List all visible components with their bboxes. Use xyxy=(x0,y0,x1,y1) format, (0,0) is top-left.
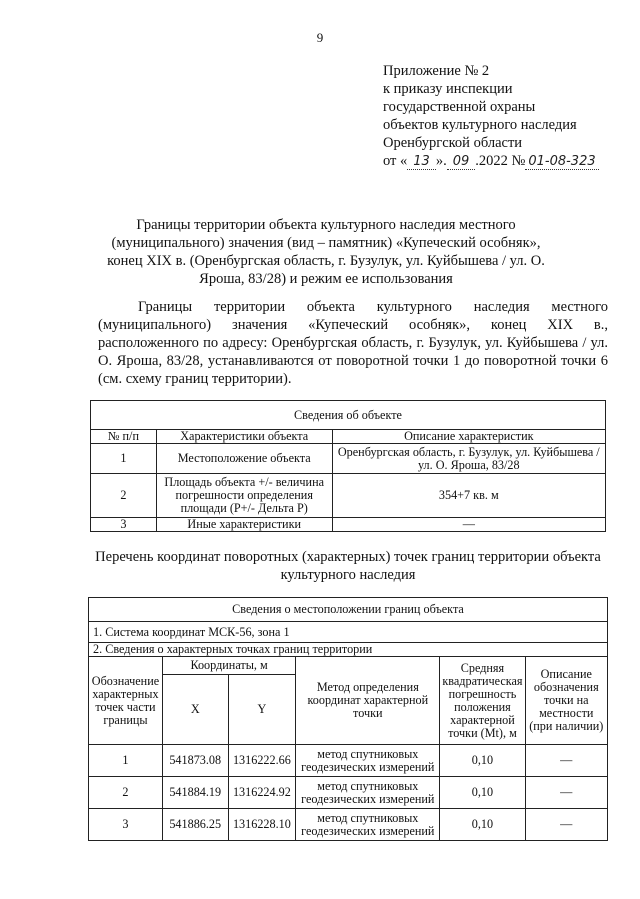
cell-mt: 0,10 xyxy=(440,777,525,809)
row-num: 3 xyxy=(91,518,157,532)
cell-point: 3 xyxy=(89,809,163,841)
cell-y: 1316224.92 xyxy=(228,777,296,809)
cell-y: 1316228.10 xyxy=(228,809,296,841)
row-num: 2 xyxy=(91,474,157,518)
table-row xyxy=(89,745,608,777)
number-prefix: № xyxy=(511,153,526,169)
cell-x: 541886.25 xyxy=(162,809,228,841)
cell-desc: — xyxy=(525,745,607,777)
appendix-line-2: к приказу инспекции xyxy=(383,81,513,97)
cell-x: 541873.08 xyxy=(162,745,228,777)
table-row xyxy=(89,777,608,809)
table-caption-row xyxy=(91,401,606,430)
header-method: Метод определения координат характерной точки xyxy=(296,657,440,745)
table-row xyxy=(91,518,606,532)
table-header-row xyxy=(91,430,606,444)
header-designation: Обозначение характерных точек части границы xyxy=(89,657,163,745)
boundary-paragraph: Границы территории объекта культурного наследия местного (муниципального) значения «Купеческий особняк», конец XIX в., расположенного по адресу: Оренбургская область, г. Бузулук, ул. Куйбышева / ул. О. Яроша, 83/28, устанавливаются от поворотной точки 1 до поворотной точки 6 (см. схему границ территории). xyxy=(98,299,608,387)
row-description: Оренбургская область, г. Бузулук, ул. Куйбышева / ул. О. Яроша, 83/28 xyxy=(332,444,605,474)
coordinate-system: 1. Система координат МСК-56, зона 1 xyxy=(89,622,608,643)
date-day: 13 xyxy=(407,154,436,170)
row-description: — xyxy=(332,518,605,532)
order-number: 01-08-323 xyxy=(525,154,598,170)
document-title: Границы территории объекта культурного наследия местного (муниципального) значения (вид – памятник) «Купеческий особняк», конец XIX в. (Оренбургская область, г. Бузулук, ул. Куйбышева / ул. О. Яроша, 83/28) и режим ее использования xyxy=(107,217,545,287)
appendix-line-4: объектов культурного наследия xyxy=(383,117,577,133)
appendix-date-line xyxy=(383,152,599,171)
appendix-line-5: Оренбургской области xyxy=(383,135,523,151)
coordinates-heading: Перечень координат поворотных (характерных) точек границ территории объекта культурного наследия xyxy=(95,549,601,583)
date-month: 09 xyxy=(447,154,476,170)
object-table-caption: Сведения об объекте xyxy=(91,401,606,430)
coords-table-caption: Сведения о местоположении границ объекта xyxy=(89,598,608,622)
header-description: Описание характеристик xyxy=(332,430,605,444)
coords-header-row xyxy=(89,657,608,675)
header-accuracy: Средняя квадратическая погрешность положения характерной точки (Mt), м xyxy=(440,657,525,745)
cell-mt: 0,10 xyxy=(440,809,525,841)
header-characteristic: Характеристики объекта xyxy=(156,430,332,444)
cell-method: метод спутниковых геодезических измерений xyxy=(296,777,440,809)
table-row xyxy=(91,474,606,518)
page-number: 9 xyxy=(316,30,324,45)
date-year: .2022 xyxy=(475,153,508,169)
table-row xyxy=(91,444,606,474)
header-x: X xyxy=(162,675,228,745)
points-caption: 2. Сведения о характерных точках границ территории xyxy=(89,643,608,657)
header-num: № п/п xyxy=(91,430,157,444)
header-y: Y xyxy=(228,675,296,745)
cell-desc: — xyxy=(525,809,607,841)
header-coordinates: Координаты, м xyxy=(162,657,295,675)
appendix-block xyxy=(383,62,599,171)
coordinates-table xyxy=(88,597,608,841)
row-characteristic: Площадь объекта +/- величина погрешности определения площади (P+/- Дельта P) xyxy=(156,474,332,518)
cell-mt: 0,10 xyxy=(440,745,525,777)
cell-x: 541884.19 xyxy=(162,777,228,809)
cell-method: метод спутниковых геодезических измерений xyxy=(296,745,440,777)
coords-points-caption-row xyxy=(89,643,608,657)
row-characteristic: Иные характеристики xyxy=(156,518,332,532)
appendix-line-3: государственной охраны xyxy=(383,99,536,115)
cell-method: метод спутниковых геодезических измерений xyxy=(296,809,440,841)
date-mid: ». xyxy=(435,153,447,169)
cell-point: 2 xyxy=(89,777,163,809)
table-row xyxy=(89,809,608,841)
appendix-line-1: Приложение № 2 xyxy=(383,63,490,79)
cell-y: 1316222.66 xyxy=(228,745,296,777)
row-num: 1 xyxy=(91,444,157,474)
coords-system-row xyxy=(89,622,608,643)
row-description: 354+7 кв. м xyxy=(332,474,605,518)
object-info-table xyxy=(90,400,606,532)
cell-point: 1 xyxy=(89,745,163,777)
header-point-description: Описание обозначения точки на местности (при наличии) xyxy=(525,657,607,745)
date-prefix: от « xyxy=(383,153,408,169)
row-characteristic: Местоположение объекта xyxy=(156,444,332,474)
cell-desc: — xyxy=(525,777,607,809)
coords-caption-row xyxy=(89,598,608,622)
